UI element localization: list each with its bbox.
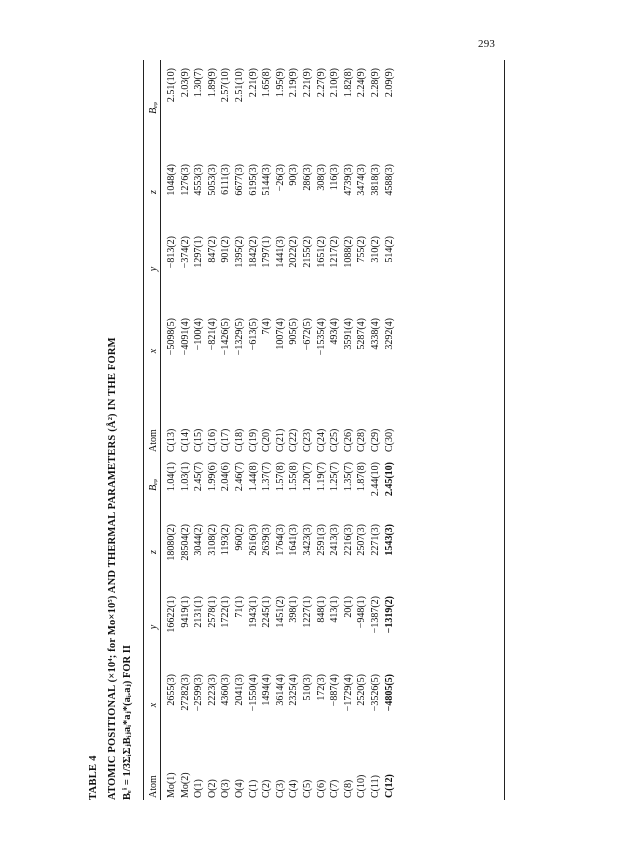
value-cell: 1.55(8): [288, 462, 300, 492]
value-cell: 1.35(7): [342, 462, 354, 492]
value-cell: 1.99(6): [206, 462, 218, 492]
value-cell: 1651(2): [315, 236, 327, 268]
value-cell: 310(2): [369, 236, 381, 263]
column-header: Bₑᵩ: [148, 102, 159, 114]
value-cell: 1088(2): [342, 236, 354, 268]
value-cell: 28504(2): [179, 524, 191, 561]
column-header: Bₑᵩ: [148, 479, 159, 491]
atom-cell: C(11): [369, 775, 381, 798]
value-cell: 2.28(9): [369, 68, 381, 98]
table-row: [355, 60, 369, 800]
value-cell: 2271(3): [369, 524, 381, 556]
atom-cell: C(5): [301, 779, 313, 798]
value-cell: 5287(4): [356, 318, 368, 350]
value-cell: 1.25(7): [329, 462, 341, 492]
value-cell: 1641(3): [288, 524, 300, 556]
atom-cell: C(24): [315, 428, 327, 452]
value-cell: 2.21(9): [301, 68, 313, 98]
atom-cell: C(10): [356, 774, 368, 798]
value-cell: 2.03(9): [179, 68, 191, 98]
table-row: [219, 60, 233, 800]
value-cell: −3526(5): [369, 674, 381, 712]
value-cell: 2.24(9): [356, 68, 368, 98]
value-cell: 4553(3): [193, 164, 205, 196]
value-cell: 1.37(7): [261, 462, 273, 492]
value-cell: 1217(2): [329, 236, 341, 268]
value-cell: −1319(2): [383, 596, 395, 634]
atomic-parameters-table: [145, 60, 396, 800]
atom-cell: C(30): [383, 428, 395, 452]
table-row: [192, 60, 206, 800]
value-cell: 1.57(8): [274, 462, 286, 492]
value-cell: 2639(3): [261, 524, 273, 556]
value-cell: 1048(4): [166, 164, 177, 196]
value-cell: 1297(1): [193, 236, 205, 268]
column-header: x: [148, 348, 159, 354]
bottom-rule: [504, 60, 505, 800]
value-cell: 1764(3): [274, 524, 286, 556]
value-cell: 3818(3): [369, 164, 381, 196]
value-cell: 1.20(7): [301, 462, 313, 492]
atom-cell: C(12): [383, 774, 395, 798]
atom-cell: Mo(2): [179, 772, 191, 798]
value-cell: 3614(4): [274, 674, 286, 706]
table-row: [179, 60, 193, 800]
value-cell: −374(2): [179, 236, 191, 269]
atom-cell: C(29): [369, 428, 381, 452]
table-caption: [85, 60, 135, 800]
value-cell: 1943(1): [247, 596, 259, 628]
atom-cell: C(3): [274, 779, 286, 798]
value-cell: 172(3): [315, 674, 327, 701]
value-cell: −1729(4): [342, 674, 354, 712]
value-cell: −821(4): [206, 318, 218, 351]
rotated-table-block: [85, 60, 545, 800]
value-cell: −1426(5): [220, 318, 232, 356]
value-cell: 5053(3): [206, 164, 218, 196]
value-cell: −100(4): [193, 318, 205, 351]
column-header: x: [148, 702, 159, 708]
value-cell: 16622(1): [166, 596, 177, 633]
value-cell: 20(1): [342, 596, 354, 618]
value-cell: 3474(3): [356, 164, 368, 196]
value-cell: 2520(5): [356, 674, 368, 706]
value-cell: −1550(4): [247, 674, 259, 712]
value-cell: 960(2): [233, 524, 245, 551]
table-label: TABLE 4: [88, 755, 99, 800]
value-cell: 1842(2): [247, 236, 259, 268]
atom-cell: C(17): [220, 428, 232, 452]
atom-cell: Mo(1): [166, 772, 177, 798]
value-cell: 1494(4): [261, 674, 273, 706]
atom-cell: C(21): [274, 428, 286, 452]
value-cell: 398(1): [288, 596, 300, 623]
value-cell: 901(2): [220, 236, 232, 263]
table-formula: Bₑⁱ = 1/3ΣᵢΣⱼBᵢⱼaᵢ*aⱼ*(aᵢ.aⱼ) FOR II: [122, 645, 133, 800]
value-cell: 2325(4): [288, 674, 300, 706]
value-cell: 1.30(7): [193, 68, 205, 98]
table-row: [383, 60, 397, 800]
value-cell: −672(5): [301, 318, 313, 351]
value-cell: 1007(4): [274, 318, 286, 350]
column-header: Atom: [148, 775, 159, 798]
atom-cell: C(28): [356, 428, 368, 452]
atom-cell: C(22): [288, 428, 300, 452]
value-cell: 27282(3): [179, 674, 191, 711]
atom-cell: C(15): [193, 428, 205, 452]
value-cell: 6677(3): [233, 164, 245, 196]
value-cell: 2131(1): [193, 596, 205, 628]
atom-cell: C(1): [247, 779, 259, 798]
value-cell: 510(3): [301, 674, 313, 701]
value-cell: 286(3): [301, 164, 313, 191]
table-row: [328, 60, 342, 800]
atom-cell: O(1): [193, 779, 205, 798]
value-cell: 1193(2): [220, 524, 232, 556]
column-header: Atom: [148, 429, 159, 452]
value-cell: 2.09(9): [383, 68, 395, 98]
value-cell: 493(4): [329, 318, 341, 345]
table-row: [206, 60, 220, 800]
table-row: [287, 60, 301, 800]
value-cell: 1276(3): [179, 164, 191, 196]
value-cell: 2578(1): [206, 596, 218, 628]
atom-cell: C(6): [315, 779, 327, 798]
value-cell: 2.45(10): [383, 462, 395, 497]
value-cell: 71(1): [233, 596, 245, 618]
atom-cell: C(13): [166, 428, 177, 452]
value-cell: 514(2): [383, 236, 395, 263]
value-cell: −1387(2): [369, 596, 381, 634]
value-cell: 413(1): [329, 596, 341, 623]
atom-cell: C(19): [247, 428, 259, 452]
value-cell: 2.04(6): [220, 462, 232, 492]
value-cell: 4360(3): [220, 674, 232, 706]
value-cell: −2599(3): [193, 674, 205, 712]
table-row: [342, 60, 356, 800]
value-cell: 116(3): [329, 164, 341, 191]
atom-cell: C(16): [206, 428, 218, 452]
table-row: [161, 60, 179, 800]
value-cell: 6111(3): [220, 164, 232, 195]
table-row: [301, 60, 315, 800]
value-cell: −813(2): [166, 236, 177, 269]
value-cell: 2.10(9): [329, 68, 341, 98]
value-cell: 905(5): [288, 318, 300, 345]
value-cell: 1395(2): [233, 236, 245, 268]
value-cell: 1.87(8): [356, 462, 368, 492]
value-cell: 2.27(9): [315, 68, 327, 98]
value-cell: 1.82(8): [342, 68, 354, 98]
value-cell: 2022(2): [288, 236, 300, 268]
value-cell: −948(1): [356, 596, 368, 629]
value-cell: 1.89(9): [206, 68, 218, 98]
value-cell: 3292(4): [383, 318, 395, 350]
value-cell: 2.51(10): [166, 68, 177, 103]
value-cell: 90(3): [288, 164, 300, 186]
column-header: y: [148, 266, 159, 272]
value-cell: 4338(4): [369, 318, 381, 350]
value-cell: 308(3): [315, 164, 327, 191]
value-cell: −4805(5): [383, 674, 395, 712]
value-cell: 2.45(7): [193, 462, 205, 492]
value-cell: 2245(1): [261, 596, 273, 628]
value-cell: 3591(4): [342, 318, 354, 350]
atom-cell: C(23): [301, 428, 313, 452]
atom-cell: C(2): [261, 779, 273, 798]
atom-cell: O(2): [206, 779, 218, 798]
value-cell: 2655(3): [166, 674, 177, 706]
value-cell: −4091(4): [179, 318, 191, 356]
value-cell: 2216(3): [342, 524, 354, 556]
value-cell: 2223(3): [206, 674, 218, 706]
atom-cell: C(4): [288, 779, 300, 798]
atom-cell: C(20): [261, 428, 273, 452]
value-cell: −613(5): [247, 318, 259, 351]
table-row: [233, 60, 247, 800]
table-row: [315, 60, 329, 800]
value-cell: 1722(1): [220, 596, 232, 628]
table-title: ATOMIC POSITIONAL (×10⁴; for Mo×10⁵) AND THERMAL PARAMETERS (Å²) IN THE FORM: [107, 337, 118, 800]
value-cell: −887(4): [329, 674, 341, 707]
value-cell: 6195(3): [247, 164, 259, 196]
value-cell: 2.46(7): [233, 462, 245, 492]
table-row: [369, 60, 383, 800]
value-cell: 1.95(9): [274, 68, 286, 98]
page-number: 293: [478, 38, 496, 50]
column-header: z: [148, 550, 159, 554]
value-cell: 4739(3): [342, 164, 354, 196]
column-header: z: [148, 190, 159, 194]
value-cell: 2.44(10): [369, 462, 381, 497]
value-cell: 2041(3): [233, 674, 245, 706]
value-cell: 3108(2): [206, 524, 218, 556]
table-body: [161, 60, 396, 800]
value-cell: 848(1): [315, 596, 327, 623]
atom-cell: O(3): [220, 779, 232, 798]
value-cell: 9419(1): [179, 596, 191, 628]
value-cell: −5098(5): [166, 318, 177, 356]
table-row: [274, 60, 288, 800]
column-header: y: [148, 624, 159, 630]
value-cell: 4588(3): [383, 164, 395, 196]
table-header-row: [145, 60, 161, 800]
value-cell: 1227(1): [301, 596, 313, 628]
value-cell: 755(2): [356, 236, 368, 263]
value-cell: 1797(1): [261, 236, 273, 268]
value-cell: 2591(3): [315, 524, 327, 556]
value-cell: 2.21(9): [247, 68, 259, 98]
table-row: [247, 60, 261, 800]
value-cell: 1.19(7): [315, 462, 327, 492]
value-cell: −26(3): [274, 164, 286, 192]
value-cell: 2507(3): [356, 524, 368, 556]
value-cell: 1543(3): [383, 524, 395, 556]
value-cell: 1451(2): [274, 596, 286, 628]
value-cell: 18080(2): [166, 524, 177, 561]
value-cell: 2413(3): [329, 524, 341, 556]
atom-cell: O(4): [233, 779, 245, 798]
value-cell: −1535(4): [315, 318, 327, 356]
value-cell: 7(4): [261, 318, 273, 335]
atom-cell: C(26): [342, 428, 354, 452]
atom-cell: C(25): [329, 428, 341, 452]
value-cell: 1441(3): [274, 236, 286, 268]
top-rule: [143, 60, 144, 800]
value-cell: 2155(2): [301, 236, 313, 268]
atom-cell: C(8): [342, 779, 354, 798]
value-cell: 1.03(1): [179, 462, 191, 492]
atom-cell: C(14): [179, 428, 191, 452]
value-cell: 2.51(10): [233, 68, 245, 103]
value-cell: 1.65(8): [261, 68, 273, 98]
value-cell: 1.04(1): [166, 462, 177, 492]
atom-cell: C(7): [329, 779, 341, 798]
value-cell: 1.44(8): [247, 462, 259, 492]
value-cell: 3044(2): [193, 524, 205, 556]
value-cell: 847(2): [206, 236, 218, 263]
value-cell: 2616(3): [247, 524, 259, 556]
value-cell: 2.57(10): [220, 68, 232, 103]
table-row: [260, 60, 274, 800]
value-cell: 3423(3): [301, 524, 313, 556]
value-cell: −1329(5): [233, 318, 245, 356]
value-cell: 2.19(9): [288, 68, 300, 98]
atom-cell: C(18): [233, 428, 245, 452]
value-cell: 5144(3): [261, 164, 273, 196]
